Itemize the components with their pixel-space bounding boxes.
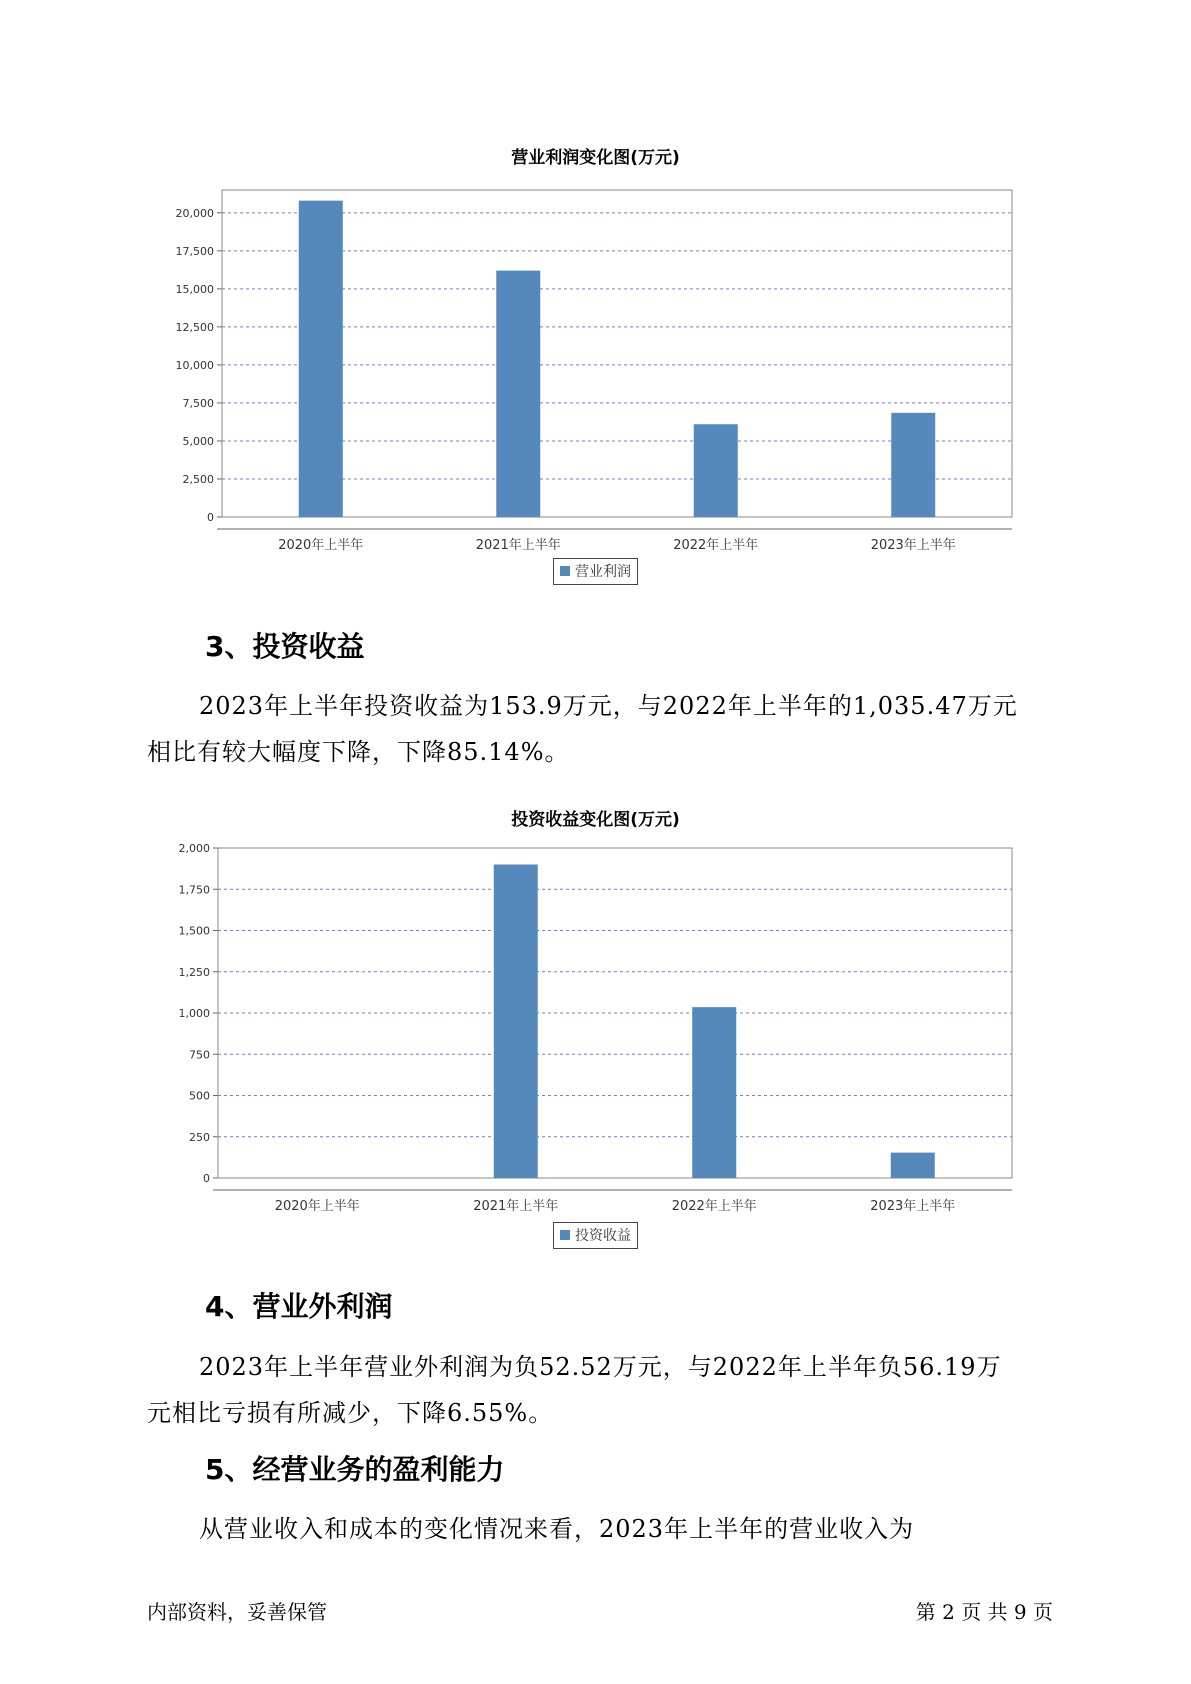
chart1-category-label: 2021年上半年 (475, 538, 561, 553)
chart1-ytick-label: 2,500 (182, 472, 214, 486)
chart1-ytick-label: 12,500 (175, 320, 214, 334)
chart1-ytick-label: 10,000 (175, 358, 214, 372)
chart2-bar (692, 1007, 736, 1178)
section3-heading: 3、投资收益 (205, 630, 365, 663)
chart2-category-label: 2021年上半年 (473, 1199, 559, 1214)
chart2-bar (494, 865, 538, 1179)
section4-heading: 4、营业外利润 (205, 1290, 393, 1323)
section3-line1: 2023年上半年投资收益为153.9万元，与2022年上半年的1,035.47万元 (199, 692, 1018, 720)
chart1-category-label: 2023年上半年 (870, 538, 956, 553)
footer-page-number: 第 2 页 共 9 页 (915, 1600, 1053, 1624)
chart2-category-label: 2020年上半年 (274, 1199, 360, 1214)
chart1-ytick-label: 17,500 (175, 244, 214, 258)
footer-left: 内部资料，妥善保管 (147, 1600, 327, 1624)
chart1-title: 营业利润变化图(万元) (511, 148, 680, 168)
chart1-ytick-label: 5,000 (182, 434, 214, 448)
chart2-legend-swatch (560, 1230, 570, 1240)
chart2-ytick-label: 1,000 (178, 1007, 210, 1020)
chart2-ytick-label: 0 (203, 1172, 210, 1185)
section5-heading: 5、经营业务的盈利能力 (205, 1453, 505, 1486)
chart2-ytick-label: 1,500 (178, 924, 210, 938)
chart2-legend-label: 投资收益 (575, 1228, 631, 1244)
chart2-ytick-label: 500 (189, 1089, 210, 1103)
section4-line2: 元相比亏损有所减少，下降6.55%。 (147, 1399, 554, 1427)
chart2-ytick-label: 250 (189, 1130, 210, 1144)
chart2-bar (891, 1153, 935, 1178)
chart1-ytick-label: 0 (207, 511, 214, 524)
section5-paragraph (147, 1506, 1067, 1552)
chart2-legend (553, 1222, 638, 1249)
section3-line2: 相比有较大幅度下降，下降85.14%。 (147, 738, 570, 766)
chart1-ytick-label: 15,000 (175, 282, 214, 296)
chart2-title: 投资收益变化图(万元) (511, 810, 680, 830)
chart2-ytick-label: 2,000 (178, 842, 210, 855)
section5-line1: 从营业收入和成本的变化情况来看，2023年上半年的营业收入为 (199, 1515, 915, 1543)
chart1-legend-label: 营业利润 (575, 564, 631, 580)
chart1-ytick-label: 20,000 (175, 206, 214, 220)
chart2-category-label: 2022年上半年 (671, 1199, 757, 1214)
section4-paragraph (147, 1344, 1067, 1436)
chart1-category-label: 2020年上半年 (278, 538, 364, 553)
chart2-ytick-label: 750 (189, 1048, 210, 1062)
chart2-ytick-label: 1,250 (178, 965, 210, 979)
chart1-ytick-label: 7,500 (182, 396, 214, 410)
section4-line1: 2023年上半年营业外利润为负52.52万元，与2022年上半年负56.19万 (199, 1353, 1002, 1381)
chart2-category-label: 2023年上半年 (870, 1199, 956, 1214)
chart1-category-label: 2022年上半年 (673, 538, 759, 553)
chart2-ytick-label: 1,750 (178, 883, 210, 897)
